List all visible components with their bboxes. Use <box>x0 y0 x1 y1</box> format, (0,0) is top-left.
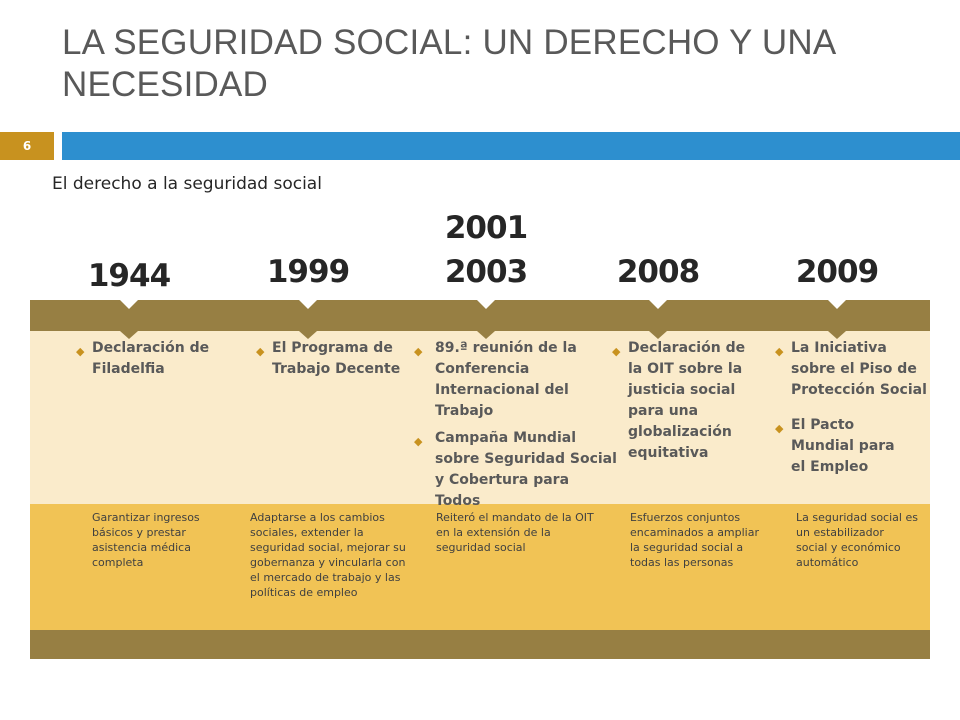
diamond-bullet-icon: ◆ <box>775 345 784 358</box>
event-text: El Pacto Mundial para el Empleo <box>791 417 895 475</box>
description-2001-2003: Reiteró el mandato de la OIT en la extensión de la seguridad social <box>436 511 594 554</box>
timeline-marker-1999 <box>299 300 317 309</box>
slide-subtitle: El derecho a la seguridad social <box>52 174 322 194</box>
year-2009: 2009 <box>795 254 879 290</box>
year-2008: 2008 <box>616 254 700 290</box>
description-1944: Garantizar ingresos básicos y prestar asistencia médica completa <box>92 511 200 569</box>
diamond-bullet-icon: ◆ <box>76 345 85 358</box>
events-1944 <box>76 338 226 381</box>
timeline-marker-2001 <box>477 300 495 309</box>
diamond-bullet-icon: ◆ <box>414 345 423 358</box>
event-text: Campaña Mundial sobre Seguridad Social y Cobertura para Todos <box>435 430 617 509</box>
timeline-marker-2009 <box>828 300 846 309</box>
event-item <box>414 428 618 512</box>
description-1999: Adaptarse a los cambios sociales, extender la seguridad social, mejorar su gobernanza y vincularla con el mercado de trabajo y las políticas de empleo <box>250 511 406 599</box>
event-text: Declaración de Filadelfia <box>92 340 210 377</box>
diamond-bullet-icon: ◆ <box>414 435 423 448</box>
event-item <box>256 338 408 380</box>
event-text: Declaración de la OIT sobre la justicia social para una globalización equitativa <box>628 340 746 461</box>
timeline-bottom-band <box>30 630 930 659</box>
diamond-bullet-icon: ◆ <box>775 422 784 435</box>
header-bar <box>62 132 960 160</box>
description-2008: Esfuerzos conjuntos encaminados a ampliar la seguridad social a todas las personas <box>630 511 760 569</box>
year-1944: 1944 <box>87 258 171 294</box>
events-2009 <box>775 338 927 479</box>
slide-number: 6 <box>0 132 54 160</box>
events-2001-2003 <box>414 338 621 513</box>
event-item <box>775 415 911 478</box>
event-item <box>612 338 752 464</box>
timeline-marker-2008 <box>649 300 667 309</box>
slide-title: LA SEGURIDAD SOCIAL: UN DERECHO Y UNA NECESIDAD <box>62 23 835 104</box>
diamond-bullet-icon: ◆ <box>612 345 621 358</box>
event-item <box>414 338 621 422</box>
event-text: La Iniciativa sobre el Piso de Protección Social <box>791 340 927 398</box>
event-item <box>775 338 927 401</box>
description-2009: La seguridad social es un estabilizador social y económico automático <box>796 511 918 569</box>
event-item <box>76 338 226 380</box>
year-2001: 2001 <box>444 210 528 246</box>
diamond-bullet-icon: ◆ <box>256 345 265 358</box>
year-1999: 1999 <box>266 254 350 290</box>
timeline-marker-1944 <box>120 300 138 309</box>
event-text: 89.ª reunión de la Conferencia Internacional del Trabajo <box>435 340 577 419</box>
events-2008 <box>612 338 752 465</box>
event-text: El Programa de Trabajo Decente <box>272 340 401 377</box>
events-1999 <box>256 338 408 381</box>
year-2003: 2003 <box>444 254 528 290</box>
